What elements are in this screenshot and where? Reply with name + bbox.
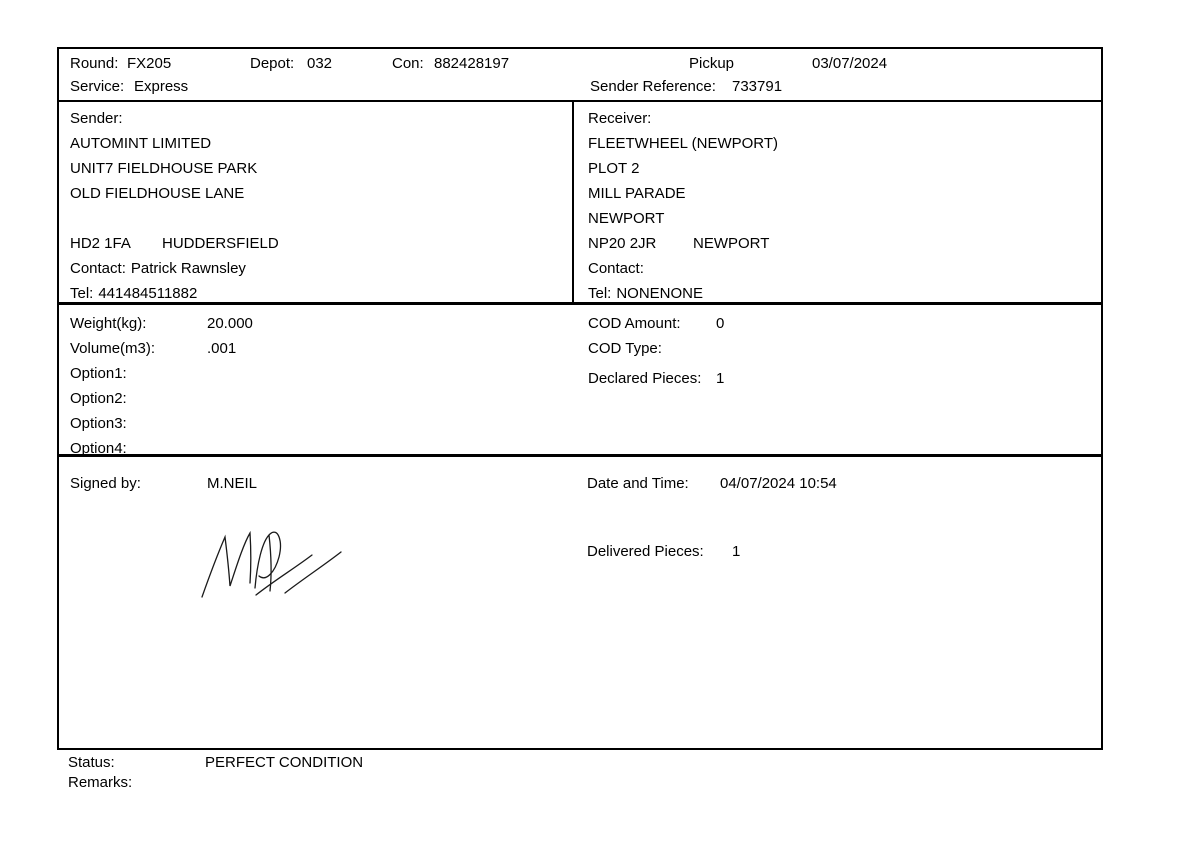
depot-value: 032: [307, 55, 333, 72]
receiver-title: Receiver:: [588, 110, 652, 127]
sender-tel-label: Tel:: [70, 285, 94, 302]
declared-pieces-value: 1: [716, 370, 725, 387]
sender-name: AUTOMINT LIMITED: [70, 135, 212, 152]
receiver-name: FLEETWHEEL (NEWPORT): [588, 135, 779, 152]
consignment-label: Con:: [392, 55, 424, 72]
receiver-city: NEWPORT: [693, 235, 770, 252]
sender-address-blank: [70, 206, 562, 231]
cod-amount-label: COD Amount:: [588, 315, 681, 332]
sender-block: [59, 102, 574, 302]
remarks-label: Remarks:: [68, 774, 133, 791]
pickup-date: 03/07/2024: [812, 55, 888, 72]
status-label: Status:: [68, 754, 115, 771]
receiver-contact-label: Contact:: [588, 260, 644, 277]
sender-tel-line: [70, 281, 562, 306]
sender-contact-value: Patrick Rawnsley: [130, 260, 246, 277]
sender-reference-value: 733791: [732, 78, 783, 95]
service-label: Service:: [70, 78, 125, 95]
option1-label: Option1:: [70, 365, 127, 382]
receiver-tel-line: [588, 281, 1091, 306]
depot-label: Depot:: [250, 55, 295, 72]
signature-row: [59, 457, 1101, 747]
declared-pieces-label: Declared Pieces:: [588, 370, 702, 387]
cod-amount-value: 0: [716, 315, 725, 332]
addresses-row: [59, 102, 1101, 305]
weight-value: 20.000: [207, 315, 253, 332]
cod-type-label: COD Type:: [588, 340, 662, 357]
signed-by-value: M.NEIL: [207, 475, 258, 492]
service-value: Express: [134, 78, 189, 95]
receiver-tel-label: Tel:: [588, 285, 612, 302]
sender-title: Sender:: [70, 110, 123, 127]
date-time-value: 04/07/2024 10:54: [720, 475, 837, 492]
weight-options-block: [59, 305, 574, 457]
header-row: [59, 49, 1101, 102]
sender-address2: OLD FIELDHOUSE LANE: [70, 185, 245, 202]
sender-contact-label: Contact:: [70, 260, 126, 277]
receiver-address3: NEWPORT: [588, 210, 665, 227]
receiver-address2: MILL PARADE: [588, 185, 686, 202]
sender-contact-line: [70, 256, 562, 281]
sender-postcode: HD2 1FA: [70, 235, 131, 252]
receiver-block: [574, 102, 1101, 302]
option3-label: Option3:: [70, 415, 127, 432]
delivery-note-document: [57, 47, 1103, 750]
sender-city: HUDDERSFIELD: [162, 235, 279, 252]
sender-postcode-city: [70, 231, 562, 256]
receiver-tel-value: NONENONE: [616, 285, 704, 302]
pickup-label: Pickup: [689, 55, 735, 72]
delivered-pieces-value: 1: [732, 543, 741, 560]
date-time-label: Date and Time:: [587, 475, 689, 492]
sender-tel-value: 441484511882: [98, 285, 198, 302]
signed-by-label: Signed by:: [70, 475, 141, 492]
receiver-contact-line: [588, 256, 1091, 281]
receiver-postcode: NP20 2JR: [588, 235, 657, 252]
cod-block: [574, 305, 1101, 454]
sender-address1: UNIT7 FIELDHOUSE PARK: [70, 160, 258, 177]
receiver-postcode-city: [588, 231, 1091, 256]
status-block: [57, 753, 1103, 793]
volume-label: Volume(m3):: [70, 340, 156, 357]
weight-label: Weight(kg):: [70, 315, 147, 332]
delivered-pieces-label: Delivered Pieces:: [587, 543, 704, 560]
receiver-address1: PLOT 2: [588, 160, 640, 177]
sender-reference-label: Sender Reference:: [590, 78, 716, 95]
shipment-details-row: [59, 305, 1101, 457]
round-value: FX205: [127, 55, 172, 72]
signature-image: [199, 527, 359, 602]
option2-label: Option2:: [70, 390, 127, 407]
option4-label: Option4:: [70, 440, 127, 457]
status-value: PERFECT CONDITION: [205, 754, 364, 771]
round-label: Round:: [70, 55, 119, 72]
volume-value: .001: [207, 340, 237, 357]
consignment-value: 882428197: [434, 55, 510, 72]
